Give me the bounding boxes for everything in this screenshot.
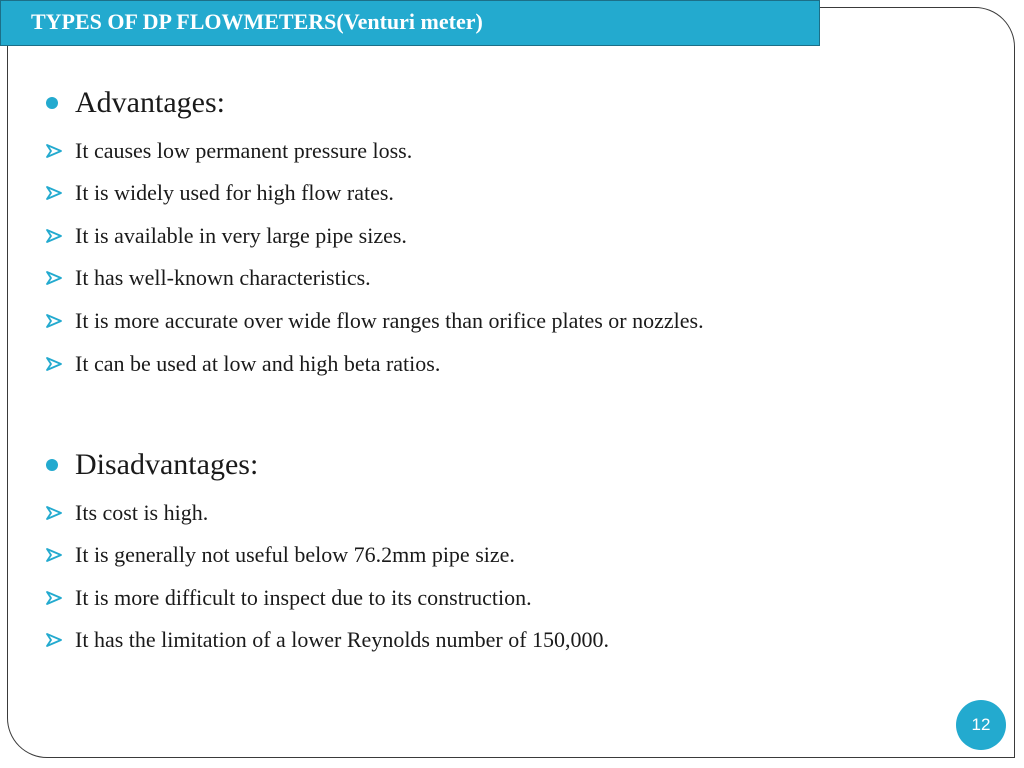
disadvantage-item [44,542,515,568]
advantage-item [44,351,440,377]
arrowhead-bullet-icon [44,228,64,244]
advantage-item-text: It has well-known characteristics. [75,265,371,290]
arrowhead-bullet-icon [44,143,64,159]
advantage-item-text: It is more accurate over wide flow ranges than orifice plates or nozzles. [75,308,704,333]
advantage-item [44,138,412,164]
title-bar [0,0,820,46]
page-number-badge: 12 [956,700,1006,750]
advantages-heading-text: Advantages: [75,86,225,119]
advantage-item-text: It is widely used for high flow rates. [75,180,394,205]
advantage-item-text: It causes low permanent pressure loss. [75,138,413,163]
arrowhead-bullet-icon [44,590,64,606]
advantage-item [44,265,371,291]
arrowhead-bullet-icon [44,505,64,521]
advantage-item [44,308,704,334]
disadvantages-heading-text: Disadvantages: [75,448,259,481]
arrowhead-bullet-icon [44,547,64,563]
disadvantages-heading [44,448,258,482]
advantage-item-text: It is available in very large pipe sizes. [75,223,407,248]
disadvantage-item [44,627,609,653]
disadvantage-item [44,585,532,611]
disadvantage-item-text: Its cost is high. [75,500,209,525]
arrowhead-bullet-icon [44,632,64,648]
bullet-dot-icon [46,97,58,109]
arrowhead-bullet-icon [44,270,64,286]
slide-title: TYPES OF DP FLOWMETERS(Venturi meter) [31,9,483,34]
arrowhead-bullet-icon [44,185,64,201]
disadvantage-item-text: It is generally not useful below 76.2mm pipe size. [75,542,515,567]
disadvantage-item-text: It is more difficult to inspect due to its construction. [75,585,532,610]
advantage-item [44,180,394,206]
disadvantage-item [44,500,208,526]
advantages-heading [44,86,225,120]
disadvantage-item-text: It has the limitation of a lower Reynolds number of 150,000. [75,627,610,652]
advantage-item-text: It can be used at low and high beta ratios. [75,351,441,376]
arrowhead-bullet-icon [44,356,64,372]
advantage-item [44,223,407,249]
arrowhead-bullet-icon [44,313,64,329]
bullet-dot-icon [46,459,58,471]
